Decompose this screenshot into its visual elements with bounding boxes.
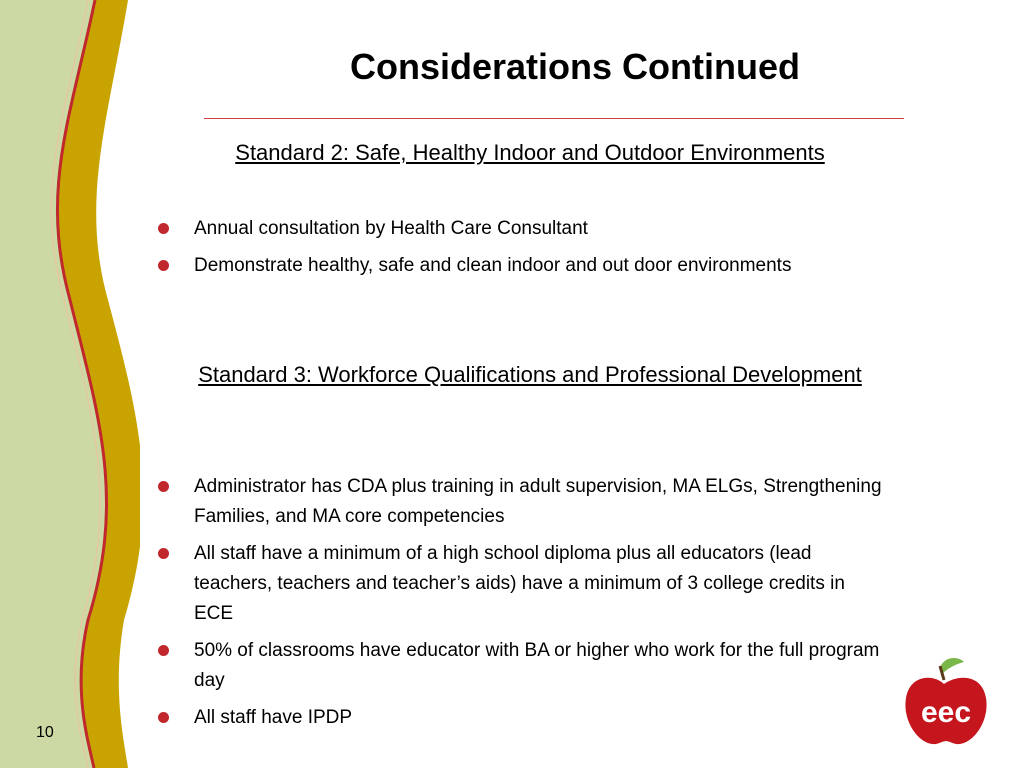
bullet-icon xyxy=(158,481,169,492)
list-item xyxy=(156,214,886,244)
slide-title: Considerations Continued xyxy=(350,46,800,87)
list-item-text: Administrator has CDA plus training in adult supervision, MA ELGs, Strengthening Families, and MA core competencies xyxy=(194,476,882,527)
decorative-side-panel xyxy=(0,0,140,768)
bullet-icon xyxy=(158,223,169,234)
list-item-text: Demonstrate healthy, safe and clean indoor and out door environments xyxy=(194,255,792,276)
page-number: 10 xyxy=(36,724,54,741)
list-item xyxy=(156,703,886,733)
standard-2-bullet-list xyxy=(156,214,886,288)
logo-text: eec xyxy=(920,696,972,729)
eec-logo xyxy=(900,654,992,750)
list-item-text: All staff have a minimum of a high school diploma plus all educators (lead teachers, teachers and teacher’s aids) have a minimum of 3 college credits in ECE xyxy=(194,543,845,624)
list-item xyxy=(156,636,886,696)
list-item-text: All staff have IPDP xyxy=(194,707,353,728)
bullet-icon xyxy=(158,712,169,723)
bullet-icon xyxy=(158,645,169,656)
apple-leaf-icon xyxy=(940,658,964,674)
standard-3-heading: Standard 3: Workforce Qualifications and Professional Development xyxy=(198,362,862,387)
standard-2-heading: Standard 2: Safe, Healthy Indoor and Outdoor Environments xyxy=(235,140,825,165)
list-item xyxy=(156,251,886,281)
list-item-text: Annual consultation by Health Care Consultant xyxy=(194,218,588,239)
standard-3-bullet-list xyxy=(156,472,886,740)
title-divider xyxy=(204,118,904,119)
list-item-text: 50% of classrooms have educator with BA or higher who work for the full program day xyxy=(194,640,880,691)
bullet-icon xyxy=(158,260,169,271)
bullet-icon xyxy=(158,548,169,559)
list-item xyxy=(156,539,886,629)
list-item xyxy=(156,472,886,532)
